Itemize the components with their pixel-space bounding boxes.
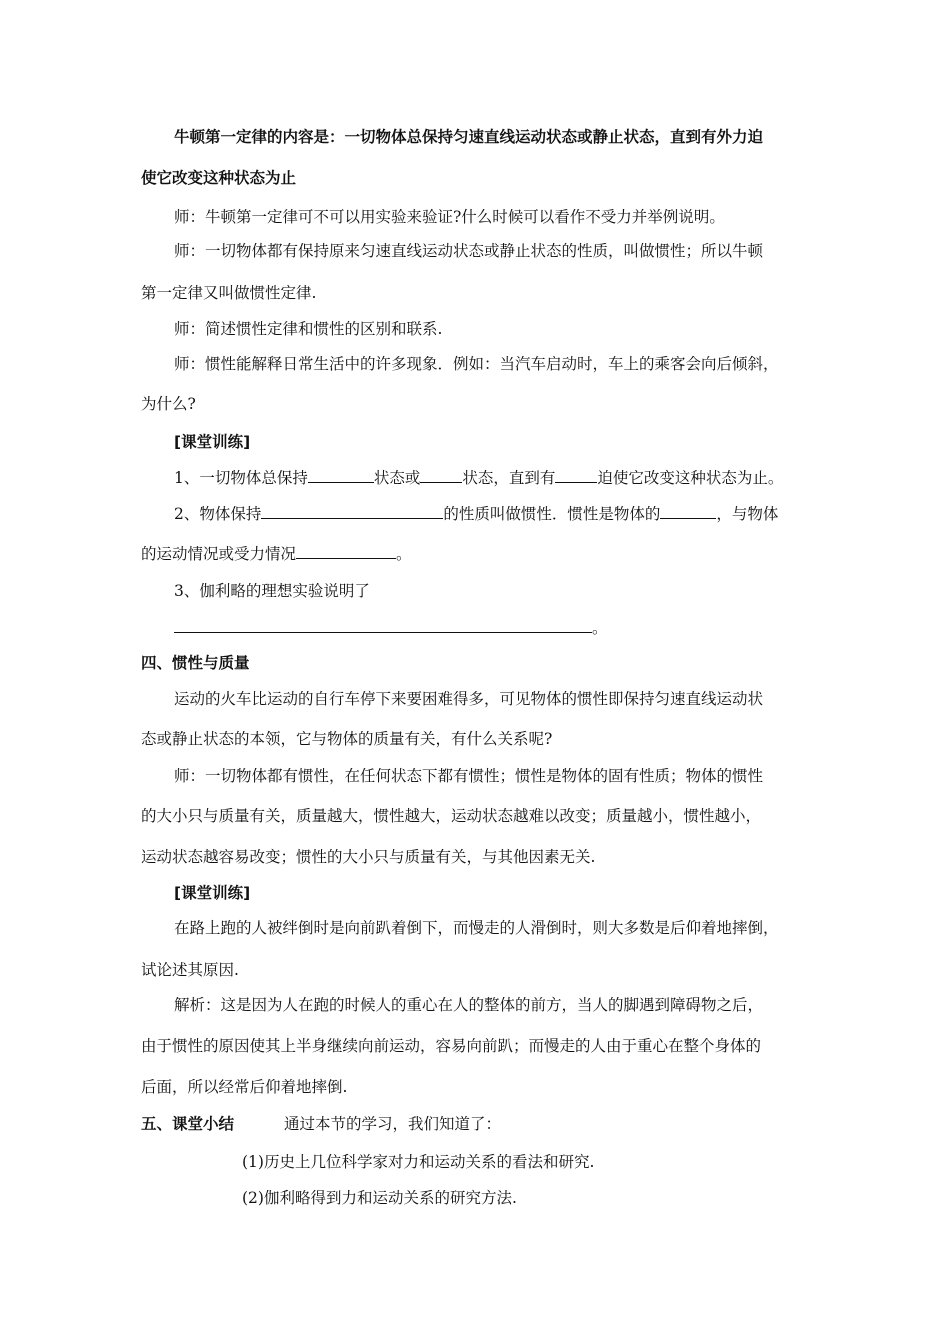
section-5-title: 五、课堂小结 [141,1115,235,1133]
fill-blank[interactable] [555,467,597,483]
item-2-text-a: 2、物体保持 [174,505,262,523]
fill-blank[interactable] [174,617,592,633]
fill-blank[interactable] [296,543,396,559]
inertia-definition-line-1: 师：一切物体都有保持原来匀速直线运动状态或静止状态的性质，叫做惯性；所以牛顿 [174,242,764,260]
exercise-question-line-2: 试论述其原因. [141,961,239,979]
item-2-text-c: ，与物体 [716,505,779,523]
answer-line-3: 后面，所以经常后仰着地摔倒. [141,1078,348,1096]
question-bus-line-2: 为什么? [141,395,196,413]
fill-blank[interactable] [261,503,443,519]
section-4-p2-line-2: 的大小只与质量有关，质量越大，惯性越大，运动状态越难以改变；质量越小，惯性越小， [141,807,762,825]
exercise-item-1 [174,467,783,488]
question-bus-line-1: 师：惯性能解释日常生活中的许多现象．例如：当汽车启动时，车上的乘客会向后倾斜， [174,355,779,373]
exercise-heading: [课堂训练] [174,433,251,451]
section-4-p1-line-1: 运动的火车比运动的自行车停下来要困难得多，可见物体的惯性即保持匀速直线运动状 [174,690,764,708]
item-1-text-d: 迫使它改变这种状态为止。 [597,469,784,487]
exercise-item-3-answer-line [174,617,608,638]
question-law-vs-inertia: 师：简述惯性定律和惯性的区别和联系. [174,320,443,338]
fill-blank[interactable] [420,467,462,483]
item-2-text-b: 的性质叫做惯性．惯性是物体的 [443,505,661,523]
item-1-text-c: 状态，直到有 [462,469,556,487]
item-2-text-d: 的运动情况或受力情况 [141,545,297,563]
fill-blank[interactable] [308,467,374,483]
fill-blank[interactable] [660,503,716,519]
exercise-question-line-1: 在路上跑的人被绊倒时是向前趴着倒下，而慢走的人滑倒时，则大多数是后仰着地摔倒， [174,919,779,937]
inertia-definition-line-2: 第一定律又叫做惯性定律. [141,284,317,302]
item-1-text-b: 状态或 [373,469,421,487]
item-1-text-a: 1、一切物体总保持 [174,469,308,487]
section-4-p2-line-3: 运动状态越容易改变；惯性的大小只与质量有关，与其他因素无关. [141,848,596,866]
exercise-item-2-line-1 [174,503,778,524]
exercise-heading-2: [课堂训练] [174,884,251,902]
section-5-intro: 通过本节的学习，我们知道了： [284,1115,502,1133]
section-4-p2-line-1: 师：一切物体都有惯性，在任何状态下都有惯性；惯性是物体的固有性质；物体的惯性 [174,767,764,785]
answer-line-2: 由于惯性的原因使其上半身继续向前运动，容易向前趴；而慢走的人由于重心在整个身体的 [141,1037,762,1055]
section-4-title: 四、惯性与质量 [141,654,250,672]
item-2-text-e: 。 [396,545,412,563]
item-3-text-b: 。 [592,619,608,637]
exercise-item-3: 3、伽利略的理想实验说明了 [174,582,370,600]
newton-law-line-1: 牛顿第一定律的内容是：一切物体总保持匀速直线运动状态或静止状态，直到有外力迫 [174,128,764,146]
newton-law-line-2: 使它改变这种状态为止 [141,169,297,187]
answer-line-1: 解析：这是因为人在跑的时候人的重心在人的整体的前方，当人的脚遇到障碍物之后， [174,996,764,1014]
summary-point-2: (2)伽利略得到力和运动关系的研究方法. [242,1189,517,1207]
section-4-p1-line-2: 态或静止状态的本领，它与物体的质量有关，有什么关系呢? [141,730,553,748]
exercise-item-2-line-2 [141,543,412,564]
question-verify-law: 师：牛顿第一定律可不可以用实验来验证?什么时候可以看作不受力并举例说明。 [174,208,725,226]
summary-point-1: (1)历史上几位科学家对力和运动关系的看法和研究. [242,1153,595,1171]
